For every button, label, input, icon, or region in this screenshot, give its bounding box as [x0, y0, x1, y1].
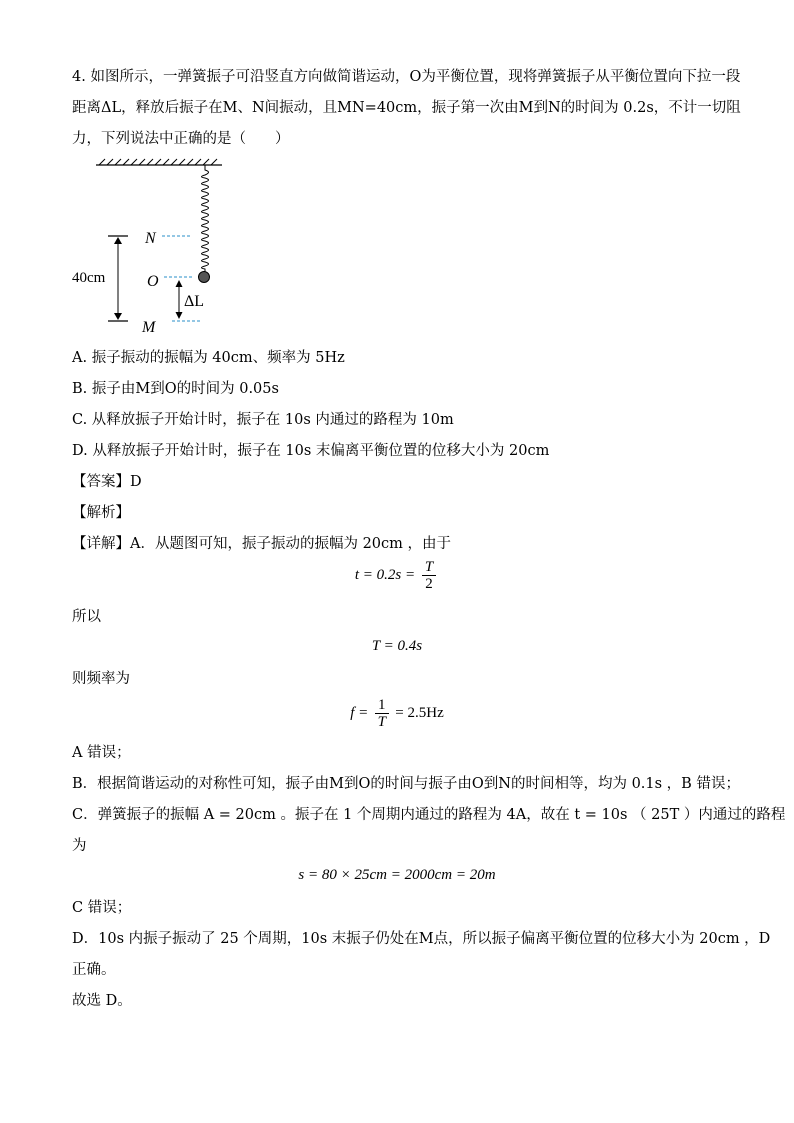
eq3-denominator: T — [377, 714, 386, 730]
detail-c-text-2: 为 — [72, 838, 87, 854]
oscillator-ball — [199, 272, 210, 283]
detail-freq-intro: 则频率为 — [72, 671, 130, 687]
question-line-3: 力，下列说法中正确的是（ ） — [72, 131, 290, 147]
detail-so: 所以 — [72, 609, 101, 625]
equation-1 — [0, 559, 794, 592]
eq1-numerator: T — [422, 559, 436, 576]
option-c: C. 从释放振子开始计时，振子在 10s 内通过的路程为 10m — [72, 412, 454, 428]
detail-d-text-2: 正确。 — [72, 962, 116, 978]
analysis-title: 【解析】 — [72, 505, 130, 521]
label-40cm: 40cm — [72, 270, 106, 286]
equation-4: s = 80 × 25cm = 2000cm = 20m — [298, 867, 496, 883]
eq3-lhs: f = — [350, 704, 369, 721]
ceiling-hatch — [99, 159, 217, 165]
detail-a-wrong: A 错误； — [72, 745, 131, 761]
label-O: O — [147, 273, 159, 290]
option-b: B. 振子由M到O的时间为 0.05s — [72, 381, 279, 397]
detail-c-wrong: C 错误； — [72, 900, 132, 916]
conclusion: 故选 D。 — [72, 993, 132, 1009]
range-arrow-up-icon — [114, 237, 122, 244]
eq1-fraction — [422, 559, 436, 592]
delta-arrow-up-icon — [176, 280, 183, 287]
eq3-rhs: = 2.5Hz — [395, 704, 444, 721]
label-N: N — [145, 230, 156, 247]
eq1-denominator: 2 — [425, 576, 433, 592]
equation-2: T = 0.4s — [371, 638, 423, 654]
equation-3 — [0, 697, 794, 730]
detail-a-intro: 【详解】A．从题图可知，振子振动的振幅为 20cm ，由于 — [72, 536, 452, 552]
range-arrow-down-icon — [114, 313, 122, 320]
option-d: D. 从释放振子开始计时，振子在 10s 末偏离平衡位置的位移大小为 20cm — [72, 443, 550, 459]
spring-coil — [202, 165, 209, 272]
question-line-2: 距离ΔL，释放后振子在M、N间振动，且MN=40cm，振子第一次由M到N的时间为 0.2s，不计一切阻 — [72, 100, 741, 116]
eq1-lhs: t = 0.2s = — [354, 566, 416, 583]
eq3-numerator: 1 — [375, 697, 389, 714]
delta-arrow-down-icon — [176, 312, 183, 319]
answer-line: 【答案】D — [72, 474, 142, 490]
label-delta-L: ΔL — [184, 293, 205, 310]
eq3-fraction — [375, 697, 389, 730]
question-line-1: 4. 如图所示，一弹簧振子可沿竖直方向做简谐运动，O为平衡位置，现将弹簧振子从平衡位置向下拉一段 — [72, 69, 741, 85]
detail-c-text-1: C．弹簧振子的振幅 A = 20cm 。振子在 1 个周期内通过的路程为 4A，故在 t = 10s （ 25T ）内通过的路程 — [72, 807, 786, 823]
detail-d-text-1: D．10s 内振子振动了 25 个周期，10s 末振子仍处在M点，所以振子偏离平衡位置的位移大小为 20cm ，D — [72, 931, 771, 947]
option-a: A. 振子振动的振幅为 40cm、频率为 5Hz — [72, 350, 345, 366]
spring-oscillator-figure — [60, 152, 240, 342]
label-M: M — [142, 319, 156, 336]
detail-b-text: B．根据简谐运动的对称性可知，振子由M到O的时间与振子由O到N的时间相等，均为 0.1s ，B 错误； — [72, 776, 740, 792]
